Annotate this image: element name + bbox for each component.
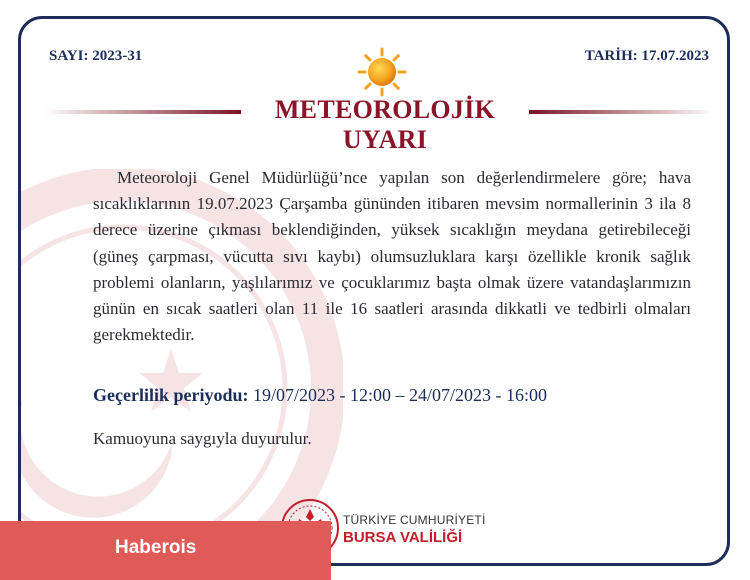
sun-icon	[357, 47, 407, 97]
document-number: SAYI: 2023-31	[49, 48, 143, 64]
document-date: TARİH: 17.07.2023	[584, 48, 709, 64]
title-divider-right	[529, 110, 715, 114]
validity-value: 19/07/2023 - 12:00 – 24/07/2023 - 16:00	[252, 385, 547, 405]
org-name: BURSA VALİLİĞİ	[343, 529, 463, 546]
announcement: Kamuoyuna saygıyla duyurulur.	[93, 429, 312, 448]
title-row	[21, 93, 727, 154]
validity-period	[93, 385, 693, 406]
source-badge-label: Haberois	[115, 537, 197, 558]
warning-body: Meteoroloji Genel Müdürlüğü’nce yapılan son değerlendirmelere göre; hava sıcaklıklarının 19.07.2023 Çarşamba gününden itibaren mevsim normallerinin 3 ila 8 derece üzerine çıkması beklendiğinden, yüksek sıcaklığın meydana getirebileceği (güneş çarpması, vücutta sıvı kaybı) olumsuzluklara karşı özellikle kronik sağlık problemi olanların, yaşlılarımız ve çocuklarımız başta olmak üzere vatandaşlarımızın günün en sıcak saatleri olan 11 ile 16 saatleri arasında dikkatli ve tedbirli olmaları gerekmektedir.	[93, 168, 691, 345]
source-badge	[0, 521, 331, 580]
title-divider-left	[43, 110, 241, 114]
notice-card	[18, 16, 730, 566]
governorship-logo-text	[343, 513, 485, 546]
org-country: TÜRKİYE CUMHURİYETİ	[343, 513, 486, 527]
validity-label: Geçerlilik periyodu:	[93, 385, 249, 405]
page-title: METEOROLOJİK UYARI	[274, 95, 496, 154]
